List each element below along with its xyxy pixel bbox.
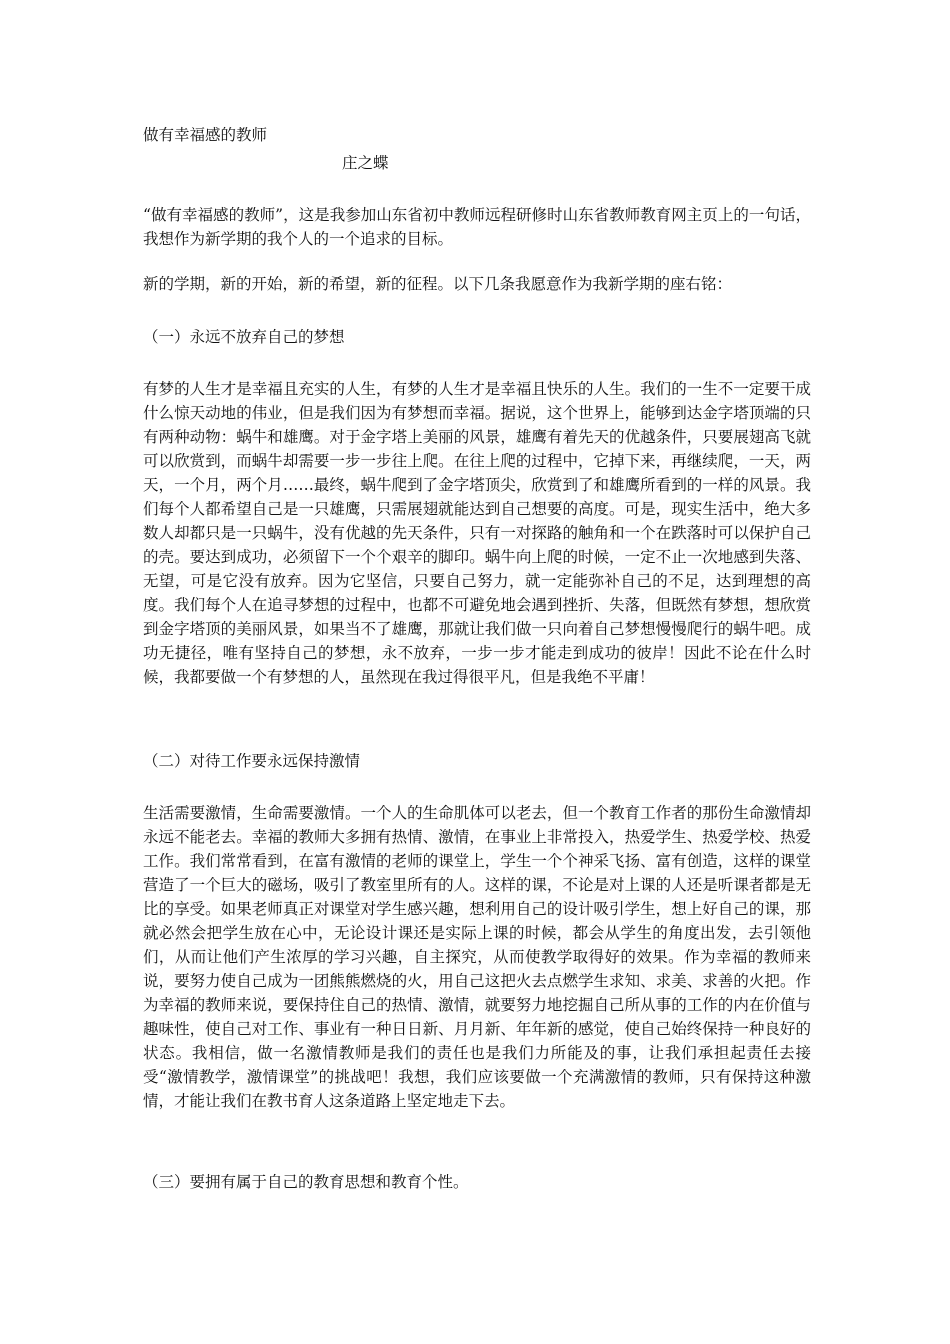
section-heading-3: （三）要拥有属于自己的教育思想和教育个性。 — [143, 1173, 469, 1191]
author-name: 庄之蝶 — [342, 154, 389, 172]
intro-paragraph: “做有幸福感的教师”，这是我参加山东省初中教师远程研修时山东省教师教育网主页上的一句话，我想作为新学期的我个人的一个追求的目标。 — [143, 206, 811, 248]
motto-paragraph: 新的学期，新的开始，新的希望，新的征程。以下几条我愿意作为我新学期的座右铭： — [143, 275, 733, 293]
dream-paragraph: 有梦的人生才是幸福且充实的人生，有梦的人生才是幸福且快乐的人生。我们的一生不一定要干成什么惊天动地的伟业，但是我们因为有梦想而幸福。据说，这个世界上，能够到达金字塔顶端的只有两种动物：蜗牛和雄鹰。对于金字塔上美丽的风景，雄鹰有着先天的优越条件，只要展翅高飞就可以欣赏到，而蜗牛却需要一步一步往上爬。在往上爬的过程中，它掉下来，再继续爬，一天，两天，一个月，两个月……最终，蜗牛爬到了金字塔顶尖，欣赏到了和雄鹰所看到的一样的风景。我们每个人都希望自己是一只雄鹰，只需展翅就能达到自己想要的高度。可是，现实生活中，绝大多数人却都只是一只蜗牛，没有优越的先天条件，只有一对探路的触角和一个在跌落时可以保护自己的壳。要达到成功，必须留下一个个艰辛的脚印。蜗牛向上爬的时候，一定不止一次地感到失落、无望，可是它没有放弃。因为它坚信，只要自己努力，就一定能弥补自己的不足，达到理想的高度。我们每个人在追寻梦想的过程中，也都不可避免地会遇到挫折、失落，但既然有梦想，想欣赏到金字塔顶的美丽风景，如果当不了雄鹰，那就让我们做一只向着自己梦想慢慢爬行的蜗牛吧。成功无捷径，唯有坚持自己的梦想，永不放弃，一步一步才能走到成功的彼岸！因此不论在什么时候，我都要做一个有梦想的人，虽然现在我过得很平凡，但是我绝不平庸！ — [143, 380, 811, 686]
passion-paragraph: 生活需要激情，生命需要激情。一个人的生命肌体可以老去，但一个教育工作者的那份生命激情却永远不能老去。幸福的教师大多拥有热情、激情，在事业上非常投入，热爱学生、热爱学校、热爱工作。我们常常看到，在富有激情的老师的课堂上，学生一个个神采飞扬、富有创造，这样的课堂营造了一个巨大的磁场，吸引了教室里所有的人。这样的课，不论是对上课的人还是听课者都是无比的享受。如果老师真正对课堂对学生感兴趣，想利用自己的设计吸引学生，想上好自己的课，那就必然会把学生放在心中，无论设计课还是实际上课的时候，都会从学生的角度出发，去引领他们，从而让他们产生浓厚的学习兴趣，自主探究，从而使教学取得好的效果。作为幸福的教师来说，要努力使自己成为一团熊熊燃烧的火，用自己这把火去点燃学生求知、求美、求善的火把。作为幸福的教师来说，要保持住自己的热情、激情，就要努力地挖掘自己所从事的工作的内在价值与趣味性，使自己对工作、事业有一种日日新、月月新、年年新的感觉，使自己始终保持一种良好的状态。我相信，做一名激情教师是我们的责任也是我们力所能及的事，让我们承担起责任去接受“激情教学，激情课堂”的挑战吧！我想，我们应该要做一个充满激情的教师，只有保持这种激情，才能让我们在教书育人这条道路上坚定地走下去。 — [143, 804, 811, 1110]
section-heading-1: （一）永远不放弃自己的梦想 — [143, 328, 345, 346]
document-title: 做有幸福感的教师 — [143, 126, 268, 144]
section-heading-2: （二）对待工作要永远保持激情 — [143, 752, 361, 770]
